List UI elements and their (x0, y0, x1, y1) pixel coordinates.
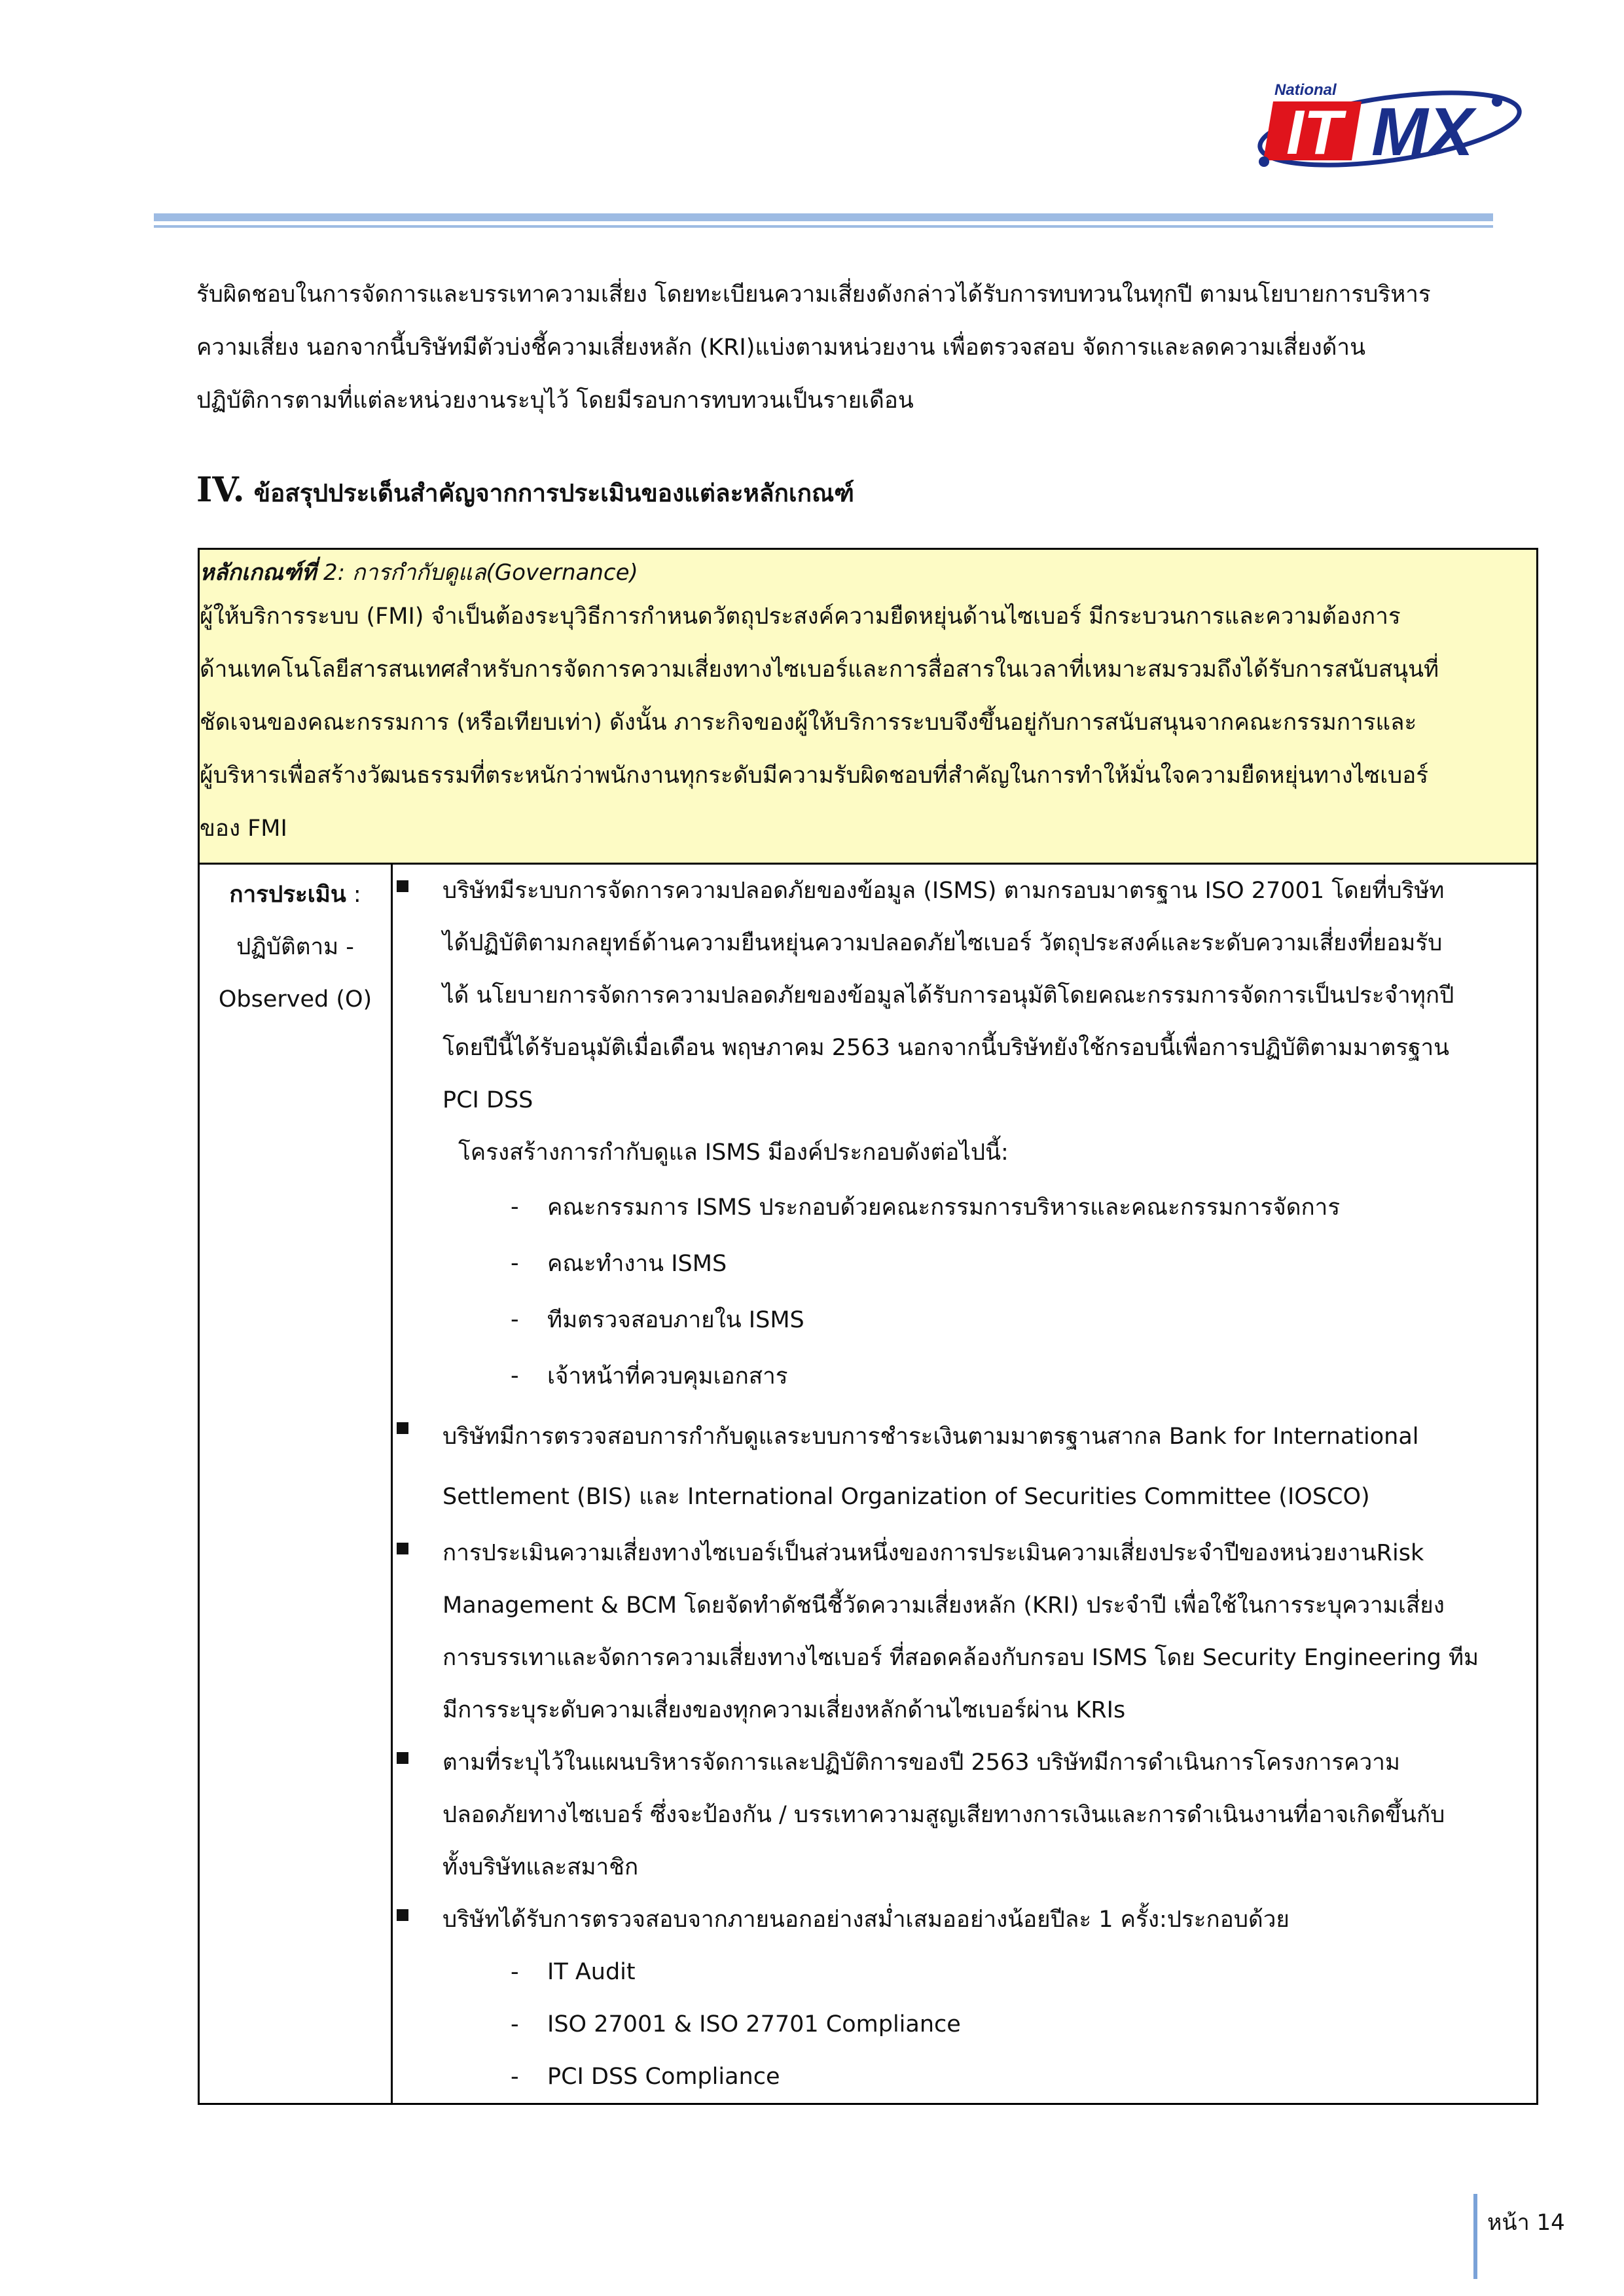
square-bullet-icon (397, 1543, 408, 1554)
header-rule-thin (154, 225, 1493, 228)
assessment-status-code: Observed (O) (218, 986, 372, 1013)
logo-it-text: IT (1286, 98, 1343, 168)
intro-line: รับผิดชอบในการจัดการและบรรเทาความเสี่ยง โดยทะเบียนความเสี่ยงดังกล่าวได้รับการทบทวนในทุกปี ตามนโยบายการบริหาร (196, 281, 1431, 308)
finding-line: ได้ นโยบายการจัดการความปลอดภัยของข้อมูลได้รับการอนุมัติโดยคณะกรรมการจัดการเป็นประจำทุกปี (442, 982, 1454, 1009)
dash-bullet: - (511, 1250, 519, 1276)
dash-bullet: - (511, 1194, 519, 1220)
finding-item (393, 1736, 1536, 1893)
finding-item (393, 1407, 1536, 1527)
section-title: ข้อสรุปประเด็นสำคัญจากการประเมินของแต่ละหลักเกณฑ์ (253, 479, 855, 507)
finding-line: ตามที่ระบุไว้ในแผนบริหารจัดการและปฏิบัติการของปี 2563 บริษัทมีการดำเนินการโครงการความ (442, 1749, 1400, 1776)
finding-line: โดยปีนี้ได้รับอนุมัติเมื่อเดือน พฤษภาคม 2563 นอกจากนี้บริษัทยังใช้กรอบนี้เพื่อการปฏิบัติตามมาตรฐาน (442, 1035, 1450, 1061)
sub-item: - PCI DSS Compliance (511, 2064, 780, 2090)
criterion-box (199, 549, 1538, 864)
logo-mx-text: MX (1371, 94, 1473, 170)
sub-item: - IT Audit (511, 1959, 636, 1985)
finding-line: ได้ปฏิบัติตามกลยุทธ์ด้านความยืนหยุ่นความปลอดภัยไซเบอร์ วัตถุประสงค์และระดับความเสี่ยงที่ยอมรับ (442, 930, 1443, 956)
header-rule-thick (154, 213, 1493, 221)
criterion-table (198, 548, 1538, 2105)
sub-item: - เจ้าหน้าที่ควบคุมเอกสาร (511, 1363, 788, 1390)
square-bullet-icon (397, 1909, 408, 1921)
finding-line: บริษัทได้รับการตรวจสอบจากภายนอกอย่างสม่ำเสมออย่างน้อยปีละ 1 ครั้ง:ประกอบด้วย (442, 1907, 1290, 1933)
criterion-title-rest: 2: การกำกับดูแล(Governance) (316, 560, 638, 586)
sub-item: - คณะกรรมการ ISMS ประกอบด้วยคณะกรรมการบริหารและคณะกรรมการจัดการ (511, 1194, 1341, 1221)
finding-line: Management & BCM โดยจัดทำดัชนีชี้วัดความเสี่ยงหลัก (KRI) ประจำปี เพื่อใช้ในการระบุความเสี่ยง (442, 1592, 1445, 1619)
finding-line: ทั้งบริษัทและสมาชิก (442, 1854, 639, 1880)
itmx-logo (1247, 75, 1525, 173)
square-bullet-icon (397, 880, 408, 892)
dash-bullet: - (511, 1959, 519, 1985)
logo-national-text: National (1274, 81, 1337, 99)
sub-item: - คณะทำงาน ISMS (511, 1250, 727, 1277)
finding-line: บริษัทมีการตรวจสอบการกำกับดูแลระบบการชำระเงินตามมาตรฐานสากล Bank for International (442, 1424, 1419, 1450)
finding-item (393, 1893, 1536, 1946)
assessment-label: การประเมิน : (229, 882, 361, 908)
footer-accent-bar (1473, 2194, 1477, 2279)
finding-line: Settlement (BIS) และ International Organization of Securities Committee (IOSCO) (442, 1484, 1370, 1510)
criterion-description-line: ด้านเทคโนโลยีสารสนเทศสำหรับการจัดการความเสี่ยงทางไซเบอร์และการสื่อสารในเวลาที่เหมาะสมรวมถึงได้รับการสนับสนุนที่ (200, 656, 1439, 683)
criterion-title (200, 555, 1536, 590)
dash-bullet: - (511, 2011, 519, 2037)
finding-line: การประเมินความเสี่ยงทางไซเบอร์เป็นส่วนหนึ่งของการประเมินความเสี่ยงประจำปีของหน่วยงานRisk (442, 1540, 1424, 1566)
finding-item (393, 865, 1536, 1126)
dash-bullet: - (511, 1363, 519, 1389)
assessment-status: ปฏิบัติตาม - (236, 934, 354, 960)
criterion-title-bold: หลักเกณฑ์ที่ (200, 560, 317, 586)
finding-line: PCI DSS (442, 1087, 533, 1113)
assessment-cell (199, 864, 392, 2104)
dash-bullet: - (511, 1306, 519, 1333)
dash-bullet: - (511, 2064, 519, 2090)
finding-line: ปลอดภัยทางไซเบอร์ ซึ่งจะป้องกัน / บรรเทาความสูญเสียทางการเงินและการดำเนินงานที่อาจเกิดขึ้นกับ (442, 1802, 1445, 1828)
finding-line: มีการระบุระดับความเสี่ยงของทุกความเสี่ยงหลักด้านไซเบอร์ผ่าน KRIs (442, 1697, 1126, 1723)
finding-line: บริษัทมีระบบการจัดการความปลอดภัยของข้อมูล (ISMS) ตามกรอบมาตรฐาน ISO 27001 โดยที่บริษัท (442, 878, 1445, 904)
sub-item: - ทีมตรวจสอบภายใน ISMS (511, 1306, 804, 1333)
intro-line: ความเสี่ยง นอกจากนี้บริษัทมีตัวบ่งชี้ความเสี่ยงหลัก (KRI)แบ่งตามหน่วยงาน เพื่อตรวจสอบ จัดการและลดความเสี่ยงด้าน (196, 334, 1366, 361)
section-heading (196, 470, 854, 512)
intro-line: ปฏิบัติการตามที่แต่ละหน่วยงานระบุไว้ โดยมีรอบการทบทวนเป็นรายเดือน (196, 387, 914, 414)
criterion-description-line: ของ FMI (200, 816, 287, 842)
finding-line: การบรรเทาและจัดการความเสี่ยงทางไซเบอร์ ที่สอดคล้องกับกรอบ ISMS โดย Security Engineering ทีม (442, 1645, 1479, 1671)
criterion-description-line: ชัดเจนของคณะกรรมการ (หรือเทียบเท่า) ดังนั้น ภาระกิจของผู้ให้บริการระบบจึงขึ้นอยู่กับการสนับสนุนจากคณะกรรมการและ (200, 709, 1417, 736)
finding-note: โครงสร้างการกำกับดูแล ISMS มีองค์ประกอบดังต่อไปนี้: (458, 1139, 1009, 1166)
page-number: หน้า 14 (1487, 2210, 1565, 2236)
criterion-description-line: ผู้ให้บริการระบบ (FMI) จำเป็นต้องระบุวิธีการกำหนดวัตถุประสงค์ความยืดหยุ่นด้านไซเบอร์ มีกระบวนการและความต้องการ (200, 603, 1401, 630)
square-bullet-icon (397, 1752, 408, 1764)
section-number: IV. (196, 470, 245, 510)
criterion-description-line: ผู้บริหารเพื่อสร้างวัฒนธรรมที่ตระหนักว่าพนักงานทุกระดับมีความรับผิดชอบที่สำคัญในการทำให้มั่นใจความยืดหยุ่นทางไซเบอร์ (200, 762, 1429, 789)
intro-paragraph (196, 268, 1558, 427)
sub-item: - ISO 27001 & ISO 27701 Compliance (511, 2011, 961, 2037)
findings-cell (392, 864, 1538, 2104)
square-bullet-icon (397, 1422, 408, 1434)
finding-item (393, 1527, 1536, 1736)
